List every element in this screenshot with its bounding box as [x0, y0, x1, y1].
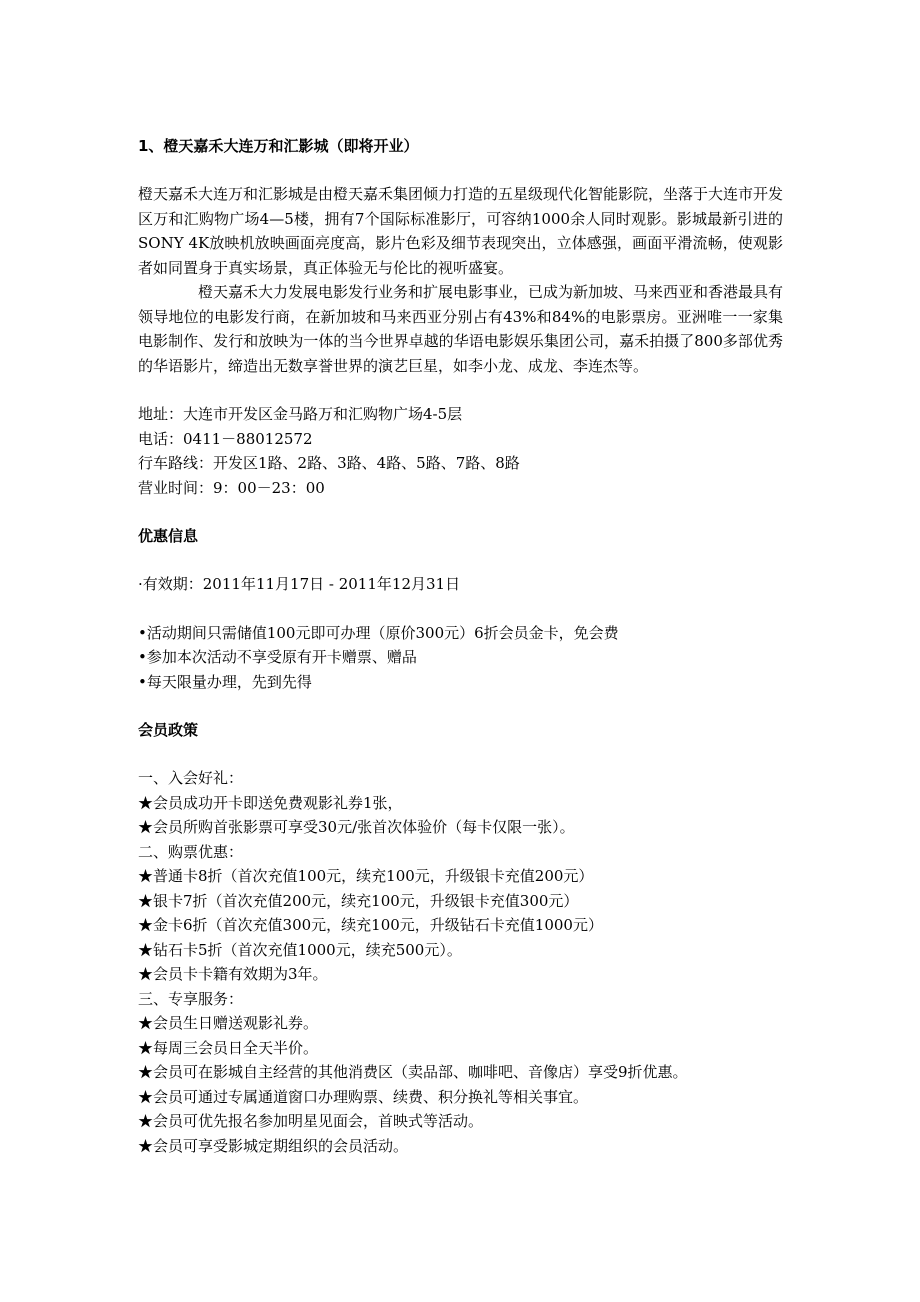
routes-line: 行车路线：开发区1路、2路、3路、4路、5路、7路、8路 [138, 454, 520, 472]
membership-item: ★会员可在影城自主经营的其他消费区（卖品部、咖啡吧、音像店）享受9折优惠。 [138, 1063, 688, 1081]
membership-title: 会员政策 [138, 721, 199, 739]
membership-item: ★钻石卡5折（首次充值1000元，续充500元）。 [138, 940, 462, 959]
membership-section-heading: 一、入会好礼： [138, 769, 244, 787]
spacer [138, 597, 783, 621]
membership-section-heading: 二、购票优惠： [138, 842, 244, 861]
spacer [138, 500, 783, 524]
membership-section-heading: 三、专享服务： [138, 989, 244, 1008]
membership-item: ★会员可享受影城定期组织的会员活动。 [138, 1136, 409, 1155]
membership-item: ★银卡7折（首次充值200元，续充100元，升级银卡充值300元） [138, 891, 579, 910]
spacer [138, 742, 783, 766]
membership-item: ★每周三会员日全天半价。 [138, 1038, 319, 1057]
spacer [138, 378, 783, 402]
address-line: 地址：大连市开发区金马路万和汇购物广场4-5层 [138, 405, 463, 423]
membership-item: ★会员成功开卡即送免费观影礼券1张， [138, 793, 403, 812]
membership-item: ★会员卡卡籍有效期为3年。 [138, 965, 328, 983]
membership-item: ★会员可优先报名参加明星见面会，首映式等活动。 [138, 1112, 484, 1130]
document-page [138, 134, 783, 1158]
membership-item: ★金卡6折（首次充值300元，续充100元，升级钻石卡充值1000元） [138, 916, 603, 934]
cinema-intro-paragraph: 橙天嘉禾大连万和汇影城是由橙天嘉禾集团倾力打造的五星级现代化智能影院，坐落于大连市开发区万和汇购物广场4—5楼，拥有7个国际标准影厅，可容纳1000余人同时观影。影城最新引进的SONY 4K放映机放映画面亮度高，影片色彩及细节表现突出，立体感强，画面平滑流畅，使观影者如同置身于真实场景，真正体验无与伦比的视听盛宴。 [138, 185, 784, 277]
promo-title: 优惠信息 [138, 527, 199, 545]
phone-line: 电话：0411－88012572 [138, 429, 313, 448]
spacer [138, 548, 783, 572]
membership-item: ★会员生日赠送观影礼券。 [138, 1014, 319, 1032]
promo-item: •每天限量办理，先到先得 [138, 672, 312, 691]
cinema-title: 1、橙天嘉禾大连万和汇影城（即将开业） [138, 137, 419, 155]
promo-validity: ·有效期：2011年11月17日 - 2011年12月31日 [138, 575, 461, 593]
hours-line: 营业时间：9：00－23：00 [138, 478, 325, 497]
membership-item: ★会员可通过专属通道窗口办理购票、续费、积分换礼等相关事宜。 [138, 1087, 589, 1106]
membership-item: ★普通卡8折（首次充值100元，续充100元，升级银卡充值200元） [138, 867, 594, 885]
company-paragraph: 橙天嘉禾大力发展电影发行业务和扩展电影事业，已成为新加坡、马来西亚和香港最具有领导地位的电影发行商，在新加坡和马来西亚分别占有43%和84%的电影票房。亚洲唯一一家集电影制作、发行和放映为一体的当今世界卓越的华语电影娱乐集团公司，嘉禾拍摄了800多部优秀的华语影片，缔造出无数享誉世界的演艺巨星，如李小龙、成龙、李连杰等。 [138, 283, 784, 375]
membership-item: ★会员所购首张影票可享受30元/张首次体验价（每卡仅限一张）。 [138, 818, 575, 836]
spacer [138, 694, 783, 718]
spacer [138, 158, 783, 182]
promo-item: •参加本次活动不享受原有开卡赠票、赠品 [138, 648, 417, 666]
promo-item: •活动期间只需储值100元即可办理（原价300元）6折会员金卡，免会费 [138, 623, 619, 642]
